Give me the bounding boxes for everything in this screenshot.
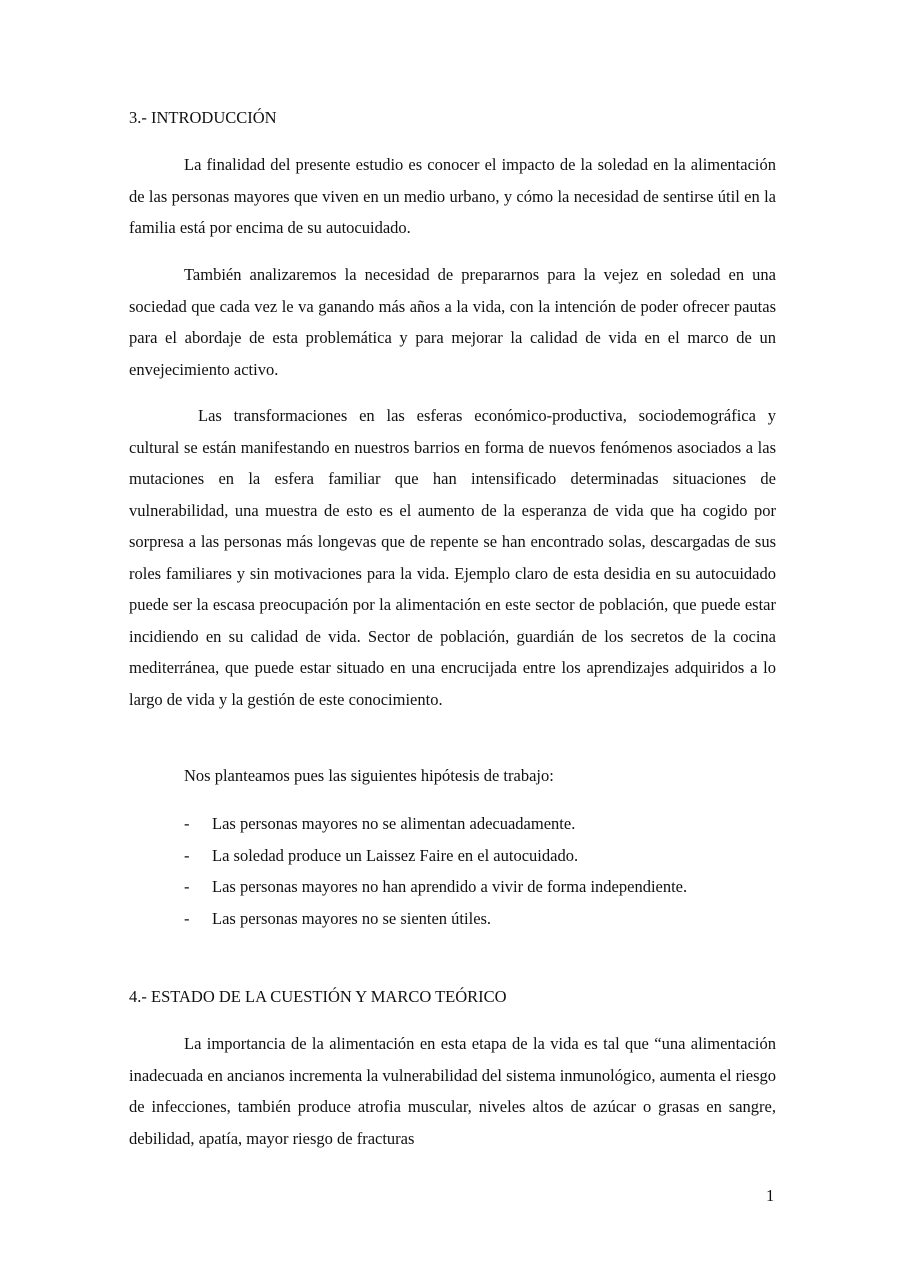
section-4-heading: 4.- ESTADO DE LA CUESTIÓN Y MARCO TEÓRICO <box>129 987 507 1006</box>
page-number: 1 <box>766 1186 775 1205</box>
hypotheses-list <box>184 812 687 938</box>
hypothesis-item <box>184 844 687 876</box>
hypothesis-item <box>184 875 687 907</box>
hypotheses-intro: Nos planteamos pues las siguientes hipótesis de trabajo: <box>184 766 554 785</box>
list-bullet: - <box>184 814 190 833</box>
hypothesis-text: Las personas mayores no han aprendido a vivir de forma independiente. <box>212 877 688 896</box>
list-bullet: - <box>184 845 190 865</box>
hypothesis-text: Las personas mayores no se alimentan adecuadamente. <box>212 814 576 833</box>
framework-paragraph: La importancia de la alimentación en esta etapa de la vida es tal que “una alimentación inadecuada en ancianos incrementa la vulnerabilidad del sistema inmunológico, aumenta el riesgo de infecciones, también produce atrofia muscular, niveles altos de azúcar o grasas en sangre, debilidad, apatía, mayor riesgo de fracturas <box>129 1034 776 1148</box>
section-3-heading: 3.- INTRODUCCIÓN <box>129 108 277 127</box>
list-bullet: - <box>184 877 190 896</box>
hypothesis-text: Las personas mayores no se sienten útiles. <box>212 908 492 928</box>
list-bullet: - <box>184 908 190 928</box>
intro-paragraph-1: La finalidad del presente estudio es conocer el impacto de la soledad en la alimentación de las personas mayores que viven en un medio urbano, y cómo la necesidad de sentirse útil en la familia está por encima de su autocuidado. <box>129 155 776 237</box>
intro-paragraph-3: Las transformaciones en las esferas económico-productiva, sociodemográfica y cultural se están manifestando en nuestros barrios en forma de nuevos fenómenos asociados a las mutaciones en la esfera familiar que han intensificado determinadas situaciones de vulnerabilidad, una muestra de esto es el aumento de la esperanza de vida que ha cogido por sorpresa a las personas más longevas que de repente se han encontrado solas, descargadas de sus roles familiares y sin motivaciones para la vida. Ejemplo claro de esta desidia en su autocuidado puede ser la escasa preocupación por la alimentación en este sector de población, que puede estar incidiendo en su calidad de vida. Sector de población, guardián de los secretos de la cocina mediterránea, que puede estar situado en una encrucijada entre los aprendizajes adquiridos a lo largo de vida y la gestión de este conocimiento. <box>129 406 776 709</box>
hypothesis-item <box>184 812 687 844</box>
hypothesis-item <box>184 907 687 939</box>
intro-paragraph-2: También analizaremos la necesidad de prepararnos para la vejez en soledad en una sociedad que cada vez le va ganando más años a la vida, con la intención de poder ofrecer pautas para el abordaje de esta problemática y para mejorar la calidad de vida en el marco de un envejecimiento activo. <box>129 265 776 379</box>
hypothesis-text: La soledad produce un Laissez Faire en el autocuidado. <box>212 845 579 865</box>
